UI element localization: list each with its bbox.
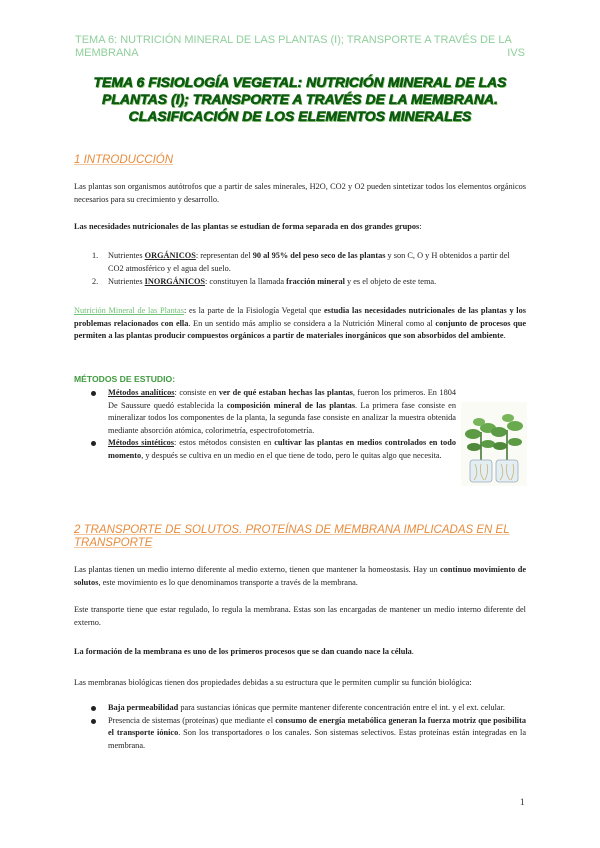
regulation-paragraph: Este transporte tiene que estar regulado, lo regula la membrana. Estas son las encargadas de mantener un medio interno diferente del externo.: [74, 605, 526, 627]
bold-text: 90 al 95% del peso seco de las plantas: [252, 251, 386, 260]
definition-link[interactable]: Nutrición Mineral de las Plantas: [74, 306, 184, 315]
page-number: 1: [520, 797, 525, 807]
text: .: [411, 647, 414, 656]
groups-colon: :: [419, 222, 422, 231]
membrane-properties-intro: Las membranas biológicas tienen dos propiedades debidas a su estructura que le permiten cumplir su función biológica:: [74, 678, 472, 687]
section-heading-introduccion: 1 INTRODUCCIÓN: [74, 154, 174, 166]
text: , este movimiento es lo que denominamos transporte a través de la membrana.: [98, 577, 358, 587]
section-heading-transporte: 2 TRANSPORTE DE SOLUTOS. PROTEÍNAS DE MEMBRANA IMPLICADAS EN EL TRANSPORTE: [74, 524, 510, 549]
list-item: [88, 437, 456, 462]
groups-paragraph: [74, 221, 526, 234]
groups-line: Las necesidades nutricionales de las plantas se estudian de forma separada en dos grandes grupos: [74, 222, 420, 231]
text: : constituyen la llamada: [205, 277, 287, 287]
list-item: [88, 702, 526, 715]
definition-paragraph: [74, 305, 526, 343]
bold-text: estudia las necesidades nutricionales de las plantas y los problemas relacionados con ella: [74, 306, 526, 328]
text: : representan del: [195, 251, 253, 260]
text: . La primera fase consiste en mineralizar todos los componentes de la planta, la segunda fase consiste en analizar la muestra obtenida mediante absorción atómica, colorimetría, espectrofotometría.: [108, 400, 456, 435]
solutes-paragraph: [74, 564, 526, 589]
text: . Son los transportadores o los canales. Son sistemas selectivos. Estas proteínas están integradas en la membrana.: [108, 728, 527, 750]
text: Nutrientes: [108, 251, 145, 260]
text: , y después se cultiva en un medio en el que tiene de todo, pero le quitas algo que necesita.: [141, 450, 442, 460]
bold-text: fracción mineral: [286, 277, 345, 287]
text: : estos métodos consisten en: [174, 438, 275, 448]
bold-text: composición mineral de las plantas: [226, 400, 356, 410]
text: : consiste en: [174, 388, 219, 397]
plant-culture-image: [461, 402, 527, 486]
text: y es el objeto de este tema.: [344, 277, 437, 287]
list-number: 1.: [92, 251, 99, 260]
bold-text: continuo movimiento de solutos: [74, 565, 526, 587]
bold-text: Baja permeabilidad: [108, 703, 179, 712]
text: , fueron los primeros. En 1804 De Saussure quedó establecida la: [108, 388, 457, 410]
list-item: [92, 250, 526, 275]
header-tag: IVS: [507, 47, 525, 59]
bold-text: consumo de energía metabólica generan la fuerza motriz que posibilita el transporte iónico: [108, 715, 526, 738]
membrane-properties-list: [88, 702, 526, 752]
term-inorganicos: INORGÁNICOS: [144, 277, 206, 287]
text: Nutrientes: [108, 277, 145, 287]
list-item: [88, 715, 526, 753]
text: para sustancias iónicas que permite mantener diferente concentración entre el int. y el ext. celular.: [178, 703, 505, 712]
list-item: [88, 387, 456, 437]
running-header: [75, 34, 525, 60]
text: . En un sentido más amplio se considera a la Nutrición Mineral como al: [188, 318, 436, 328]
bold-text: La formación de la membrana es uno de los primeros procesos que se dan cuando nace la célula: [74, 647, 412, 656]
header-text: TEMA 6: NUTRICIÓN MINERAL DE LAS PLANTAS (I); TRANSPORTE A TRAVÉS DE LA MEMBRANA: [75, 34, 512, 59]
methods-heading: MÉTODOS DE ESTUDIO:: [74, 374, 176, 384]
list-number: 2.: [92, 277, 99, 287]
membrane-formation-paragraph: [74, 646, 526, 659]
text: : es la parte de la Fisiología Vegetal que: [183, 306, 324, 315]
methods-list: [88, 387, 456, 463]
nutrient-list: [92, 250, 526, 290]
term-metodos-sinteticos: Métodos sintéticos: [108, 438, 175, 448]
text: Las plantas tienen un medio interno diferente al medio externo, tienen que mantener la homeostasis. Hay un: [74, 565, 441, 574]
text: .: [503, 331, 506, 341]
bold-text: conjunto de procesos que permiten a las plantas producir compuestos orgánicos a partir de materiales inorgánicos que son absorbidos del ambiente: [74, 318, 527, 341]
text: Presencia de sistemas (proteínas) que mediante el: [108, 715, 276, 725]
page-title: TEMA 6 FISIOLOGÍA VEGETAL: NUTRICIÓN MINERAL DE LAS PLANTAS (I); TRANSPORTE A TRAVÉS DE LA MEMBRANA. CLASIFICACIÓN DE LOS ELEMENTOS MINERALES: [93, 74, 507, 124]
text: y son C, O y H obtenidos a partir del CO2 atmosférico y el agua del suelo.: [108, 251, 510, 273]
term-organicos: ORGÁNICOS: [144, 251, 196, 260]
list-item: [92, 276, 526, 289]
bold-text: cultivar las plantas en medios controlados en todo momento: [108, 438, 456, 460]
bold-text: ver de qué estaban hechas las plantas: [218, 388, 353, 397]
term-metodos-analiticos: Métodos analíticos: [108, 388, 175, 397]
intro-paragraph: Las plantas son organismos autótrofos que a partir de sales minerales, H2O, CO2 y O2 pueden sintetizar todos los elementos orgánicos necesarios para su crecimiento y desarrollo.: [74, 182, 526, 204]
